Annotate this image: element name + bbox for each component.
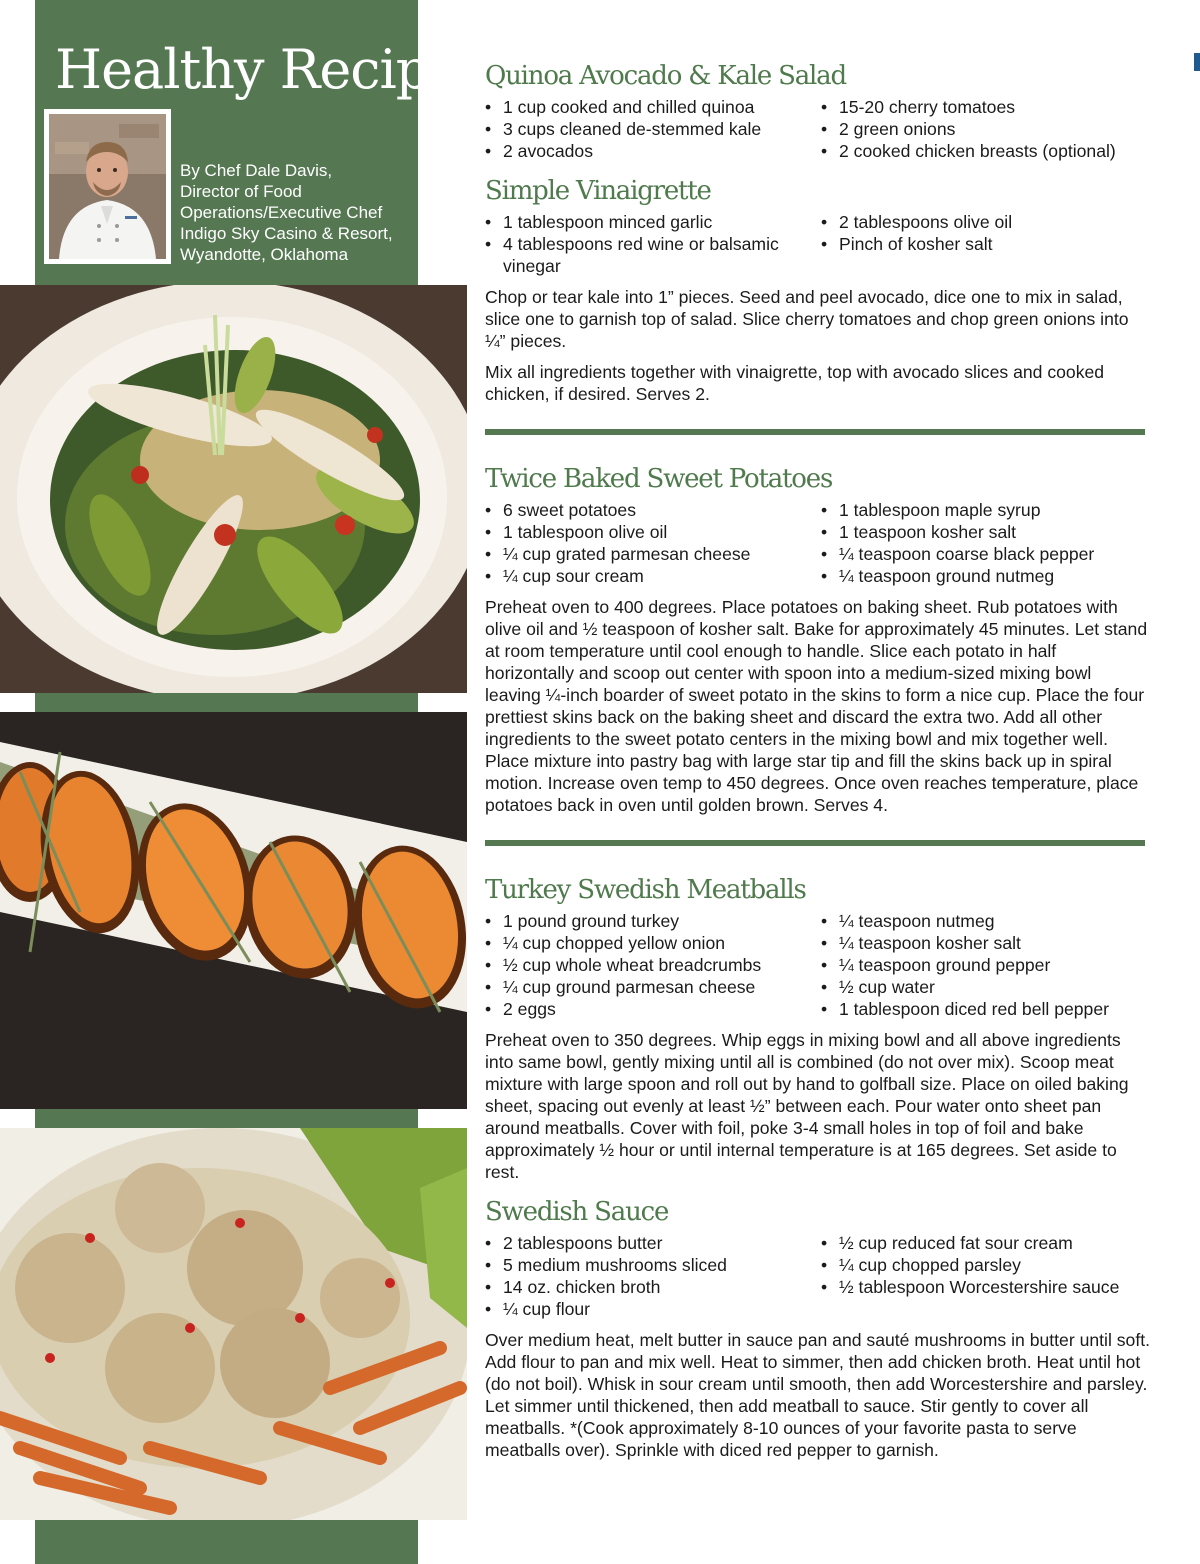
ingredient-list bbox=[485, 499, 1150, 587]
recipe-vinaigrette bbox=[485, 173, 1150, 405]
recipe-content bbox=[485, 58, 1150, 1461]
ingredient-item: • 1 tablespoon diced red bell pepper bbox=[821, 998, 1141, 1020]
recipe-meatballs bbox=[485, 872, 1150, 1183]
meatballs-photo bbox=[0, 1128, 467, 1520]
ingredient-item: • 2 green onions bbox=[821, 118, 1141, 140]
ingredient-column bbox=[821, 1232, 1141, 1320]
ingredient-item: • ¼ cup ground parmesan cheese bbox=[485, 976, 821, 998]
recipe-title: Twice Baked Sweet Potatoes bbox=[485, 464, 833, 494]
ingredient-item: • ¼ teaspoon ground pepper bbox=[821, 954, 1141, 976]
page-edge-marker bbox=[1194, 53, 1200, 71]
ingredient-item: • ¼ cup flour bbox=[485, 1298, 821, 1320]
ingredient-item: • 15-20 cherry tomatoes bbox=[821, 96, 1141, 118]
recipe-title: Turkey Swedish Meatballs bbox=[485, 875, 806, 905]
ingredient-item: • 1 teaspoon kosher salt bbox=[821, 521, 1141, 543]
chef-portrait-image bbox=[49, 114, 166, 259]
recipe-directions: Over medium heat, melt butter in sauce pan and sauté mushrooms in butter until soft. Add flour to pan and mix well. Heat to simmer, then add chicken broth. Heat until hot (do not boil). Whisk in sour cream until smooth, then add Worcestershire and parsley. Let simmer until thickened, then add meatball to sauce. Stir gently to cover all meatballs. *(Cook approximately 8-10 ounces of your favorite pasta to serve meatballs over). Sprinkle with diced red pepper to garnish. bbox=[485, 1330, 1150, 1460]
chef-portrait bbox=[44, 109, 171, 264]
sidebar-band bbox=[35, 1108, 418, 1128]
ingredient-item: • ½ cup whole wheat breadcrumbs bbox=[485, 954, 821, 976]
recipe-directions: Preheat oven to 350 degrees. Whip eggs in mixing bowl and all above ingredients into same bowl, gently mixing until all is combined (do not over mix). Scoop meat mixture with large spoon and roll out by hand to golfball size. Place on oiled baking sheet, spacing out evenly at least ½” between each. Pour water onto sheet pan around meatballs. Cover with foil, poke 3-4 small holes in top of foil and bake approximately ½ hour or until internal temperature is at 165 degrees. Set aside to rest. bbox=[485, 1030, 1129, 1182]
sidebar-band bbox=[35, 1518, 418, 1564]
ingredient-column bbox=[485, 96, 821, 162]
ingredient-list bbox=[485, 1232, 1150, 1320]
ingredient-item: • 1 cup cooked and chilled quinoa bbox=[485, 96, 821, 118]
ingredient-item: • 2 eggs bbox=[485, 998, 821, 1020]
ingredient-column bbox=[485, 1232, 821, 1320]
ingredient-item: • ¼ teaspoon kosher salt bbox=[821, 932, 1141, 954]
sidebar-band bbox=[35, 690, 418, 712]
ingredient-column bbox=[485, 499, 821, 587]
byline-line: By Chef Dale Davis, bbox=[180, 161, 333, 180]
ingredient-column bbox=[821, 211, 1141, 277]
ingredient-item: • 1 tablespoon minced garlic bbox=[485, 211, 821, 233]
chef-byline bbox=[180, 160, 410, 265]
salad-photo-image bbox=[0, 285, 467, 693]
ingredient-column bbox=[821, 910, 1141, 1020]
recipe-title: Swedish Sauce bbox=[485, 1197, 669, 1227]
salad-photo bbox=[0, 285, 467, 693]
ingredient-list bbox=[485, 211, 1150, 277]
ingredient-item: • ¼ cup chopped yellow onion bbox=[485, 932, 821, 954]
ingredient-item: • 1 tablespoon olive oil bbox=[485, 521, 821, 543]
byline-line: Director of Food bbox=[180, 182, 302, 201]
ingredient-item: • ¼ teaspoon ground nutmeg bbox=[821, 565, 1141, 587]
byline-line: Indigo Sky Casino & Resort, bbox=[180, 224, 393, 243]
ingredient-item: • ¼ cup chopped parsley bbox=[821, 1254, 1141, 1276]
ingredient-item: • ¼ cup grated parmesan cheese bbox=[485, 543, 821, 565]
meatballs-photo-image bbox=[0, 1128, 467, 1520]
recipe-title: Simple Vinaigrette bbox=[485, 176, 711, 206]
sweet-potato-photo-image bbox=[0, 712, 467, 1109]
recipe-directions: Preheat oven to 400 degrees. Place potatoes on baking sheet. Rub potatoes with olive oil and ½ teaspoon of kosher salt. Bake for approximately 45 minutes. Let stand at room temperature until cool enough to handle. Slice each potato in half horizontally and scoop out center with spoon into a medium-sized mixing bowl leaving ¼-inch boarder of sweet potato in the skins to form a nice cup. Place the four prettiest skins back on the baking sheet and discard the extra two. Add all other ingredients to the sweet potato centers in the mixing bowl and mix together well. Place mixture into pastry bag with large star tip and fill the skins back up in spiral motion. Increase oven temp to 450 degrees. Once oven reaches temperature, place potatoes back in oven until golden brown. Serves 4. bbox=[485, 597, 1148, 815]
ingredient-item: • 1 tablespoon maple syrup bbox=[821, 499, 1141, 521]
sweet-potato-photo bbox=[0, 712, 467, 1109]
recipe-directions: Mix all ingredients together with vinaigrette, top with avocado slices and cooked chicken, if desired. Serves 2. bbox=[485, 362, 1105, 404]
ingredient-item: • Pinch of kosher salt bbox=[821, 233, 1141, 255]
ingredient-item: • 14 oz. chicken broth bbox=[485, 1276, 821, 1298]
ingredient-item: • ¼ teaspoon nutmeg bbox=[821, 910, 1141, 932]
ingredient-item: • ½ cup reduced fat sour cream bbox=[821, 1232, 1141, 1254]
recipe-directions: Chop or tear kale into 1” pieces. Seed and peel avocado, dice one to mix in salad, slice one to garnish top of salad. Slice cherry tomatoes and chop green onions into ¼” pieces. bbox=[485, 287, 1129, 351]
byline-line: Wyandotte, Oklahoma bbox=[180, 245, 349, 264]
ingredient-column bbox=[485, 211, 821, 277]
ingredient-item: • ½ tablespoon Worcestershire sauce bbox=[821, 1276, 1141, 1298]
section-divider bbox=[485, 429, 1145, 435]
ingredient-item: • ¼ teaspoon coarse black pepper bbox=[821, 543, 1141, 565]
ingredient-list bbox=[485, 910, 1150, 1020]
ingredient-item: • 6 sweet potatoes bbox=[485, 499, 821, 521]
ingredient-item: • 1 pound ground turkey bbox=[485, 910, 821, 932]
ingredient-column bbox=[485, 910, 821, 1020]
ingredient-item: • ¼ cup sour cream bbox=[485, 565, 821, 587]
ingredient-item: • 2 avocados bbox=[485, 140, 821, 162]
recipe-swedish-sauce bbox=[485, 1194, 1150, 1461]
page-title: Healthy Recipes bbox=[55, 38, 488, 101]
recipe-title: Quinoa Avocado & Kale Salad bbox=[485, 61, 846, 91]
ingredient-item: • 4 tablespoons red wine or balsamic vinegar bbox=[485, 233, 821, 277]
ingredient-item: • 3 cups cleaned de-stemmed kale bbox=[485, 118, 821, 140]
section-divider bbox=[485, 840, 1145, 846]
ingredient-column bbox=[821, 96, 1141, 162]
ingredient-column bbox=[821, 499, 1141, 587]
ingredient-item: • ½ cup water bbox=[821, 976, 1141, 998]
ingredient-list bbox=[485, 96, 1150, 162]
ingredient-item: • 2 cooked chicken breasts (optional) bbox=[821, 140, 1141, 162]
recipe-quinoa-salad bbox=[485, 58, 1150, 162]
recipe-sweet-potatoes bbox=[485, 461, 1150, 816]
ingredient-item: • 5 medium mushrooms sliced bbox=[485, 1254, 821, 1276]
byline-line: Operations/Executive Chef bbox=[180, 203, 383, 222]
ingredient-item: • 2 tablespoons butter bbox=[485, 1232, 821, 1254]
ingredient-item: • 2 tablespoons olive oil bbox=[821, 211, 1141, 233]
